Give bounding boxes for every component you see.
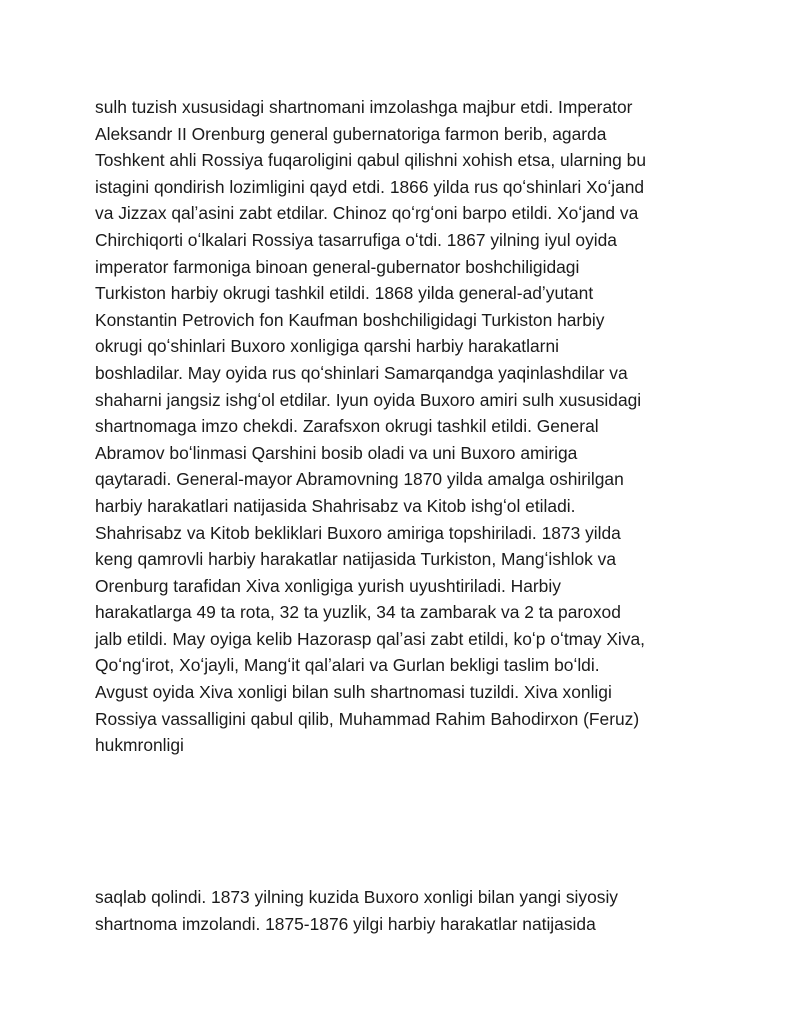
body-paragraph-2: saqlab qolindi. 1873 yilning kuzida Buxoro xonligi bilan yangi siyosiy shartnoma imzolandi. 1875-1876 yilgi harbiy harakatlar natijasida — [95, 887, 619, 934]
body-paragraph-1: sulh tuzish xususidagi shartnomani imzolashga majbur etdi. Imperator Aleksandr II Orenburg general gubernatoriga farmon berib, agarda Toshkent ahli Rossiya fuqaroligini qabul qilishni xohish etsa, ularning bu istagini qondirish lozimligini qayd etdi. 1866 yilda rus qoʻshinlari Xoʻjand va Jizzax qalʼasini zabt etdilar. Chinoz qoʻrgʻoni barpo etildi. Xoʻjand va Chirchiqorti oʻlkalari Rossiya tasarrufiga oʻtdi. 1867 yilning iyul oyida imperator farmoniga binoan general-gubernator boshchiligidagi Turkiston harbiy okrugi tashkil etildi. 1868 yilda general-adʼyutant Konstantin Petrovich fon Kaufman boshchiligidagi Turkiston harbiy okrugi qoʻshinlari Buxoro xonligiga qarshi harbiy harakatlarni boshladilar. May oyida rus qoʻshinlari Samarqandga yaqinlashdilar va shaharni jangsiz ishgʻol etdilar. Iyun oyida Buxoro amiri sulh xususidagi shartnomaga imzo chekdi. Zarafsxon okrugi tashkil etildi. General Abramov boʻlinmasi Qarshini bosib oladi va uni Buxoro amiriga qaytaradi. General-mayor Abramovning 1870 yilda amalga oshirilgan harbiy harakatlari natijasida Shahrisabz va Kitob ishgʻol etiladi. Shahrisabz va Kitob bekliklari Buxoro amiriga topshiriladi. 1873 yilda keng qamrovli harbiy harakatlar natijasida Turkiston, Mangʻishlok va Orenburg tarafidan Xiva xonligiga yurish uyushtiriladi. Harbiy harakatlarga 49 ta rota, 32 ta yuzlik, 34 ta zambarak va 2 ta paroxod jalb etildi. May oyiga kelib Hazorasp qalʼasi zabt etildi, koʻp oʻtmay Xiva, Qoʻngʻirot, Xoʻjayli, Mangʻit qalʼalari va Gurlan bekligi taslim boʻldi. Avgust oyida Xiva xonligi bilan sulh shartnomasi tuzildi. Xiva xonligi Rossiya vassalligini qabul qilib, Muhammad Rahim Bahodirxon (Feruz) hukmronligi — [95, 97, 647, 756]
